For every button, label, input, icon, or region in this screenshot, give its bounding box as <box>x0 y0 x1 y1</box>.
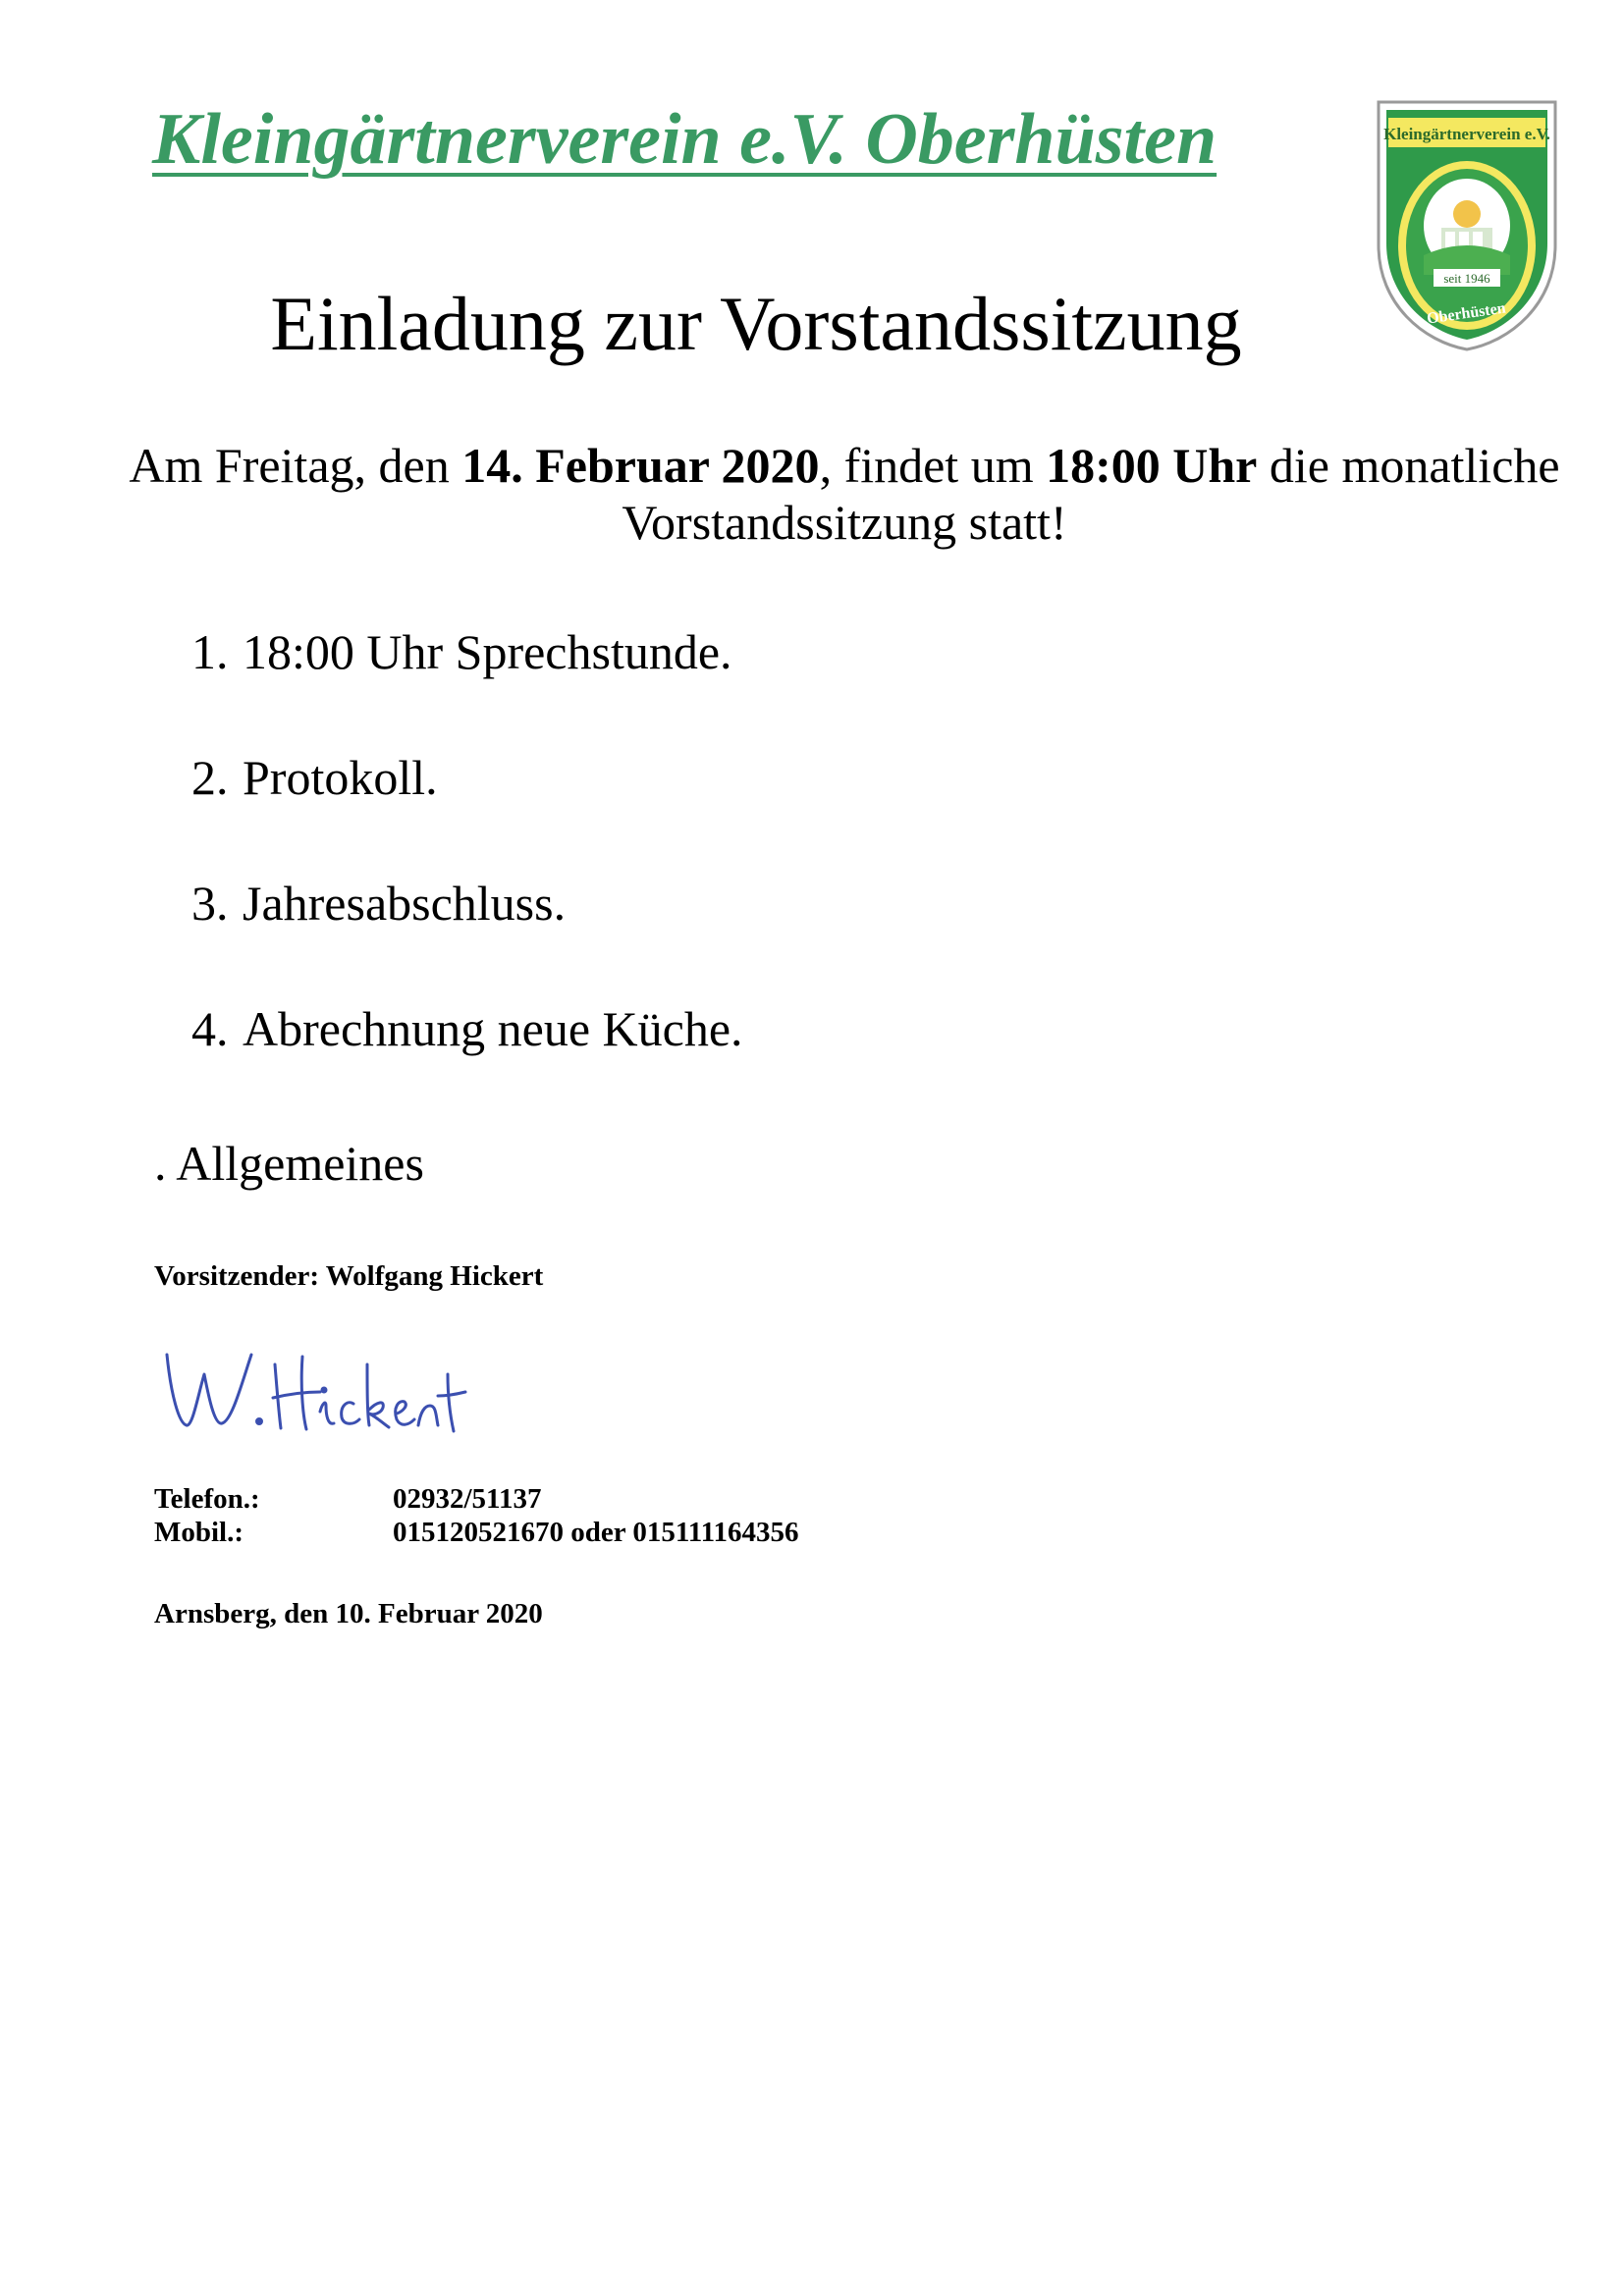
intro-paragraph <box>118 437 1571 551</box>
agenda-item-text: Abrechnung neue Küche. <box>243 1001 743 1056</box>
agenda-item <box>191 1000 743 1126</box>
svg-text:Oberhüsten: Oberhüsten <box>1426 299 1507 328</box>
handwritten-signature-icon <box>157 1335 471 1453</box>
meeting-date: 14. Februar 2020 <box>461 438 820 493</box>
agenda-item-text: Protokoll. <box>243 750 438 805</box>
svg-text:seit 1946: seit 1946 <box>1443 271 1490 286</box>
svg-text:Kleingärtnerverein e.V.: Kleingärtnerverein e.V. <box>1383 125 1550 143</box>
contact-mobile-row <box>154 1516 799 1549</box>
agenda-item-text: 18:00 Uhr Sprechstunde. <box>243 624 732 679</box>
meeting-time: 18:00 Uhr <box>1046 438 1258 493</box>
agenda-item-number: 1. <box>191 624 229 679</box>
place-date-line: Arnsberg, den 10. Februar 2020 <box>154 1598 543 1629</box>
agenda-item-text: Jahresabschluss. <box>243 876 567 931</box>
mobile-value: 015120521670 oder 015111164356 <box>393 1517 799 1548</box>
phone-label: Telefon.: <box>154 1483 260 1515</box>
document-title: Einladung zur Vorstandssitzung <box>270 281 1242 366</box>
contact-block <box>154 1482 799 1549</box>
contact-phone-row <box>154 1482 799 1516</box>
intro-text-end: die monatliche Vorstandssitzung statt! <box>622 438 1560 550</box>
chairman-line: Vorsitzender: Wolfgang Hickert <box>154 1260 544 1292</box>
phone-value: 02932/51137 <box>393 1483 542 1515</box>
agenda-item-number: 3. <box>191 876 229 931</box>
intro-text-middle: , findet um <box>819 438 1047 493</box>
agenda-item <box>191 875 743 1000</box>
mobile-label: Mobil.: <box>154 1517 244 1548</box>
intro-text-start: Am Freitag, den <box>129 438 462 493</box>
agenda-item-number: 2. <box>191 750 229 805</box>
agenda-list <box>191 623 743 1126</box>
agenda-item <box>191 623 743 749</box>
agenda-item-number: 4. <box>191 1001 229 1056</box>
agenda-item <box>191 749 743 875</box>
organization-title: Kleingärtnerverein e.V. Oberhüsten <box>152 99 1218 180</box>
agenda-item-misc: . Allgemeines <box>154 1136 424 1191</box>
